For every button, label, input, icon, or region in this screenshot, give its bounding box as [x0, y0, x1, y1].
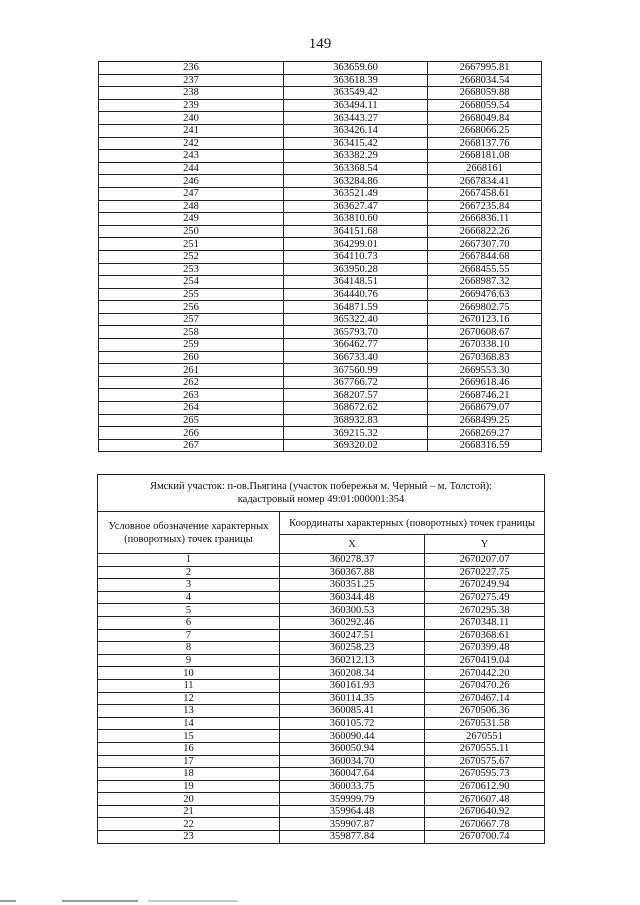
y-coordinate: 2670207.07: [425, 554, 545, 567]
table-row: [99, 326, 542, 339]
point-number: 2: [98, 566, 280, 579]
point-number: 6: [98, 616, 280, 629]
table-row: [99, 376, 542, 389]
scan-mark: [148, 900, 238, 902]
point-number: 264: [99, 402, 284, 415]
table-title-line-1: Ямский участок: п-ов.Пьягина (участок побережья м. Черный – м. Толстой):: [149, 481, 493, 492]
table-row: [98, 667, 545, 680]
y-coordinate: 2668181.08: [428, 150, 542, 163]
point-number: 12: [98, 692, 280, 705]
y-coordinate: 2667844.68: [428, 250, 542, 263]
table-row: [99, 62, 542, 75]
y-coordinate: 2667458.61: [428, 187, 542, 200]
x-coordinate: 360300.53: [280, 604, 425, 617]
scan-mark: [62, 900, 138, 902]
point-number: 244: [99, 162, 284, 175]
point-number: 260: [99, 351, 284, 364]
table-header: [98, 475, 545, 554]
header-x: X: [280, 535, 425, 554]
x-coordinate: 360114.35: [280, 692, 425, 705]
y-coordinate: 2670551: [425, 730, 545, 743]
x-coordinate: 363426.14: [284, 124, 428, 137]
table-row: [99, 288, 542, 301]
header-coordinates: Координаты характерных (поворотных) точек границы: [280, 512, 545, 535]
table-row: [99, 414, 542, 427]
point-number: 16: [98, 742, 280, 755]
x-coordinate: 360085.41: [280, 705, 425, 718]
table-row: [98, 818, 545, 831]
y-coordinate: 2670640.92: [425, 805, 545, 818]
table-row: [98, 679, 545, 692]
table-row: [99, 389, 542, 402]
y-coordinate: 2670467.14: [425, 692, 545, 705]
point-number: 250: [99, 225, 284, 238]
point-number: 252: [99, 250, 284, 263]
y-coordinate: 2668049.84: [428, 112, 542, 125]
y-coordinate: 2668316.59: [428, 439, 542, 452]
point-number: 23: [98, 831, 280, 844]
y-coordinate: 2670555.11: [425, 742, 545, 755]
y-coordinate: 2670368.61: [425, 629, 545, 642]
page-number: 149: [308, 36, 332, 52]
table-row: [98, 755, 545, 768]
x-coordinate: 364151.68: [284, 225, 428, 238]
y-coordinate: 2667834.41: [428, 175, 542, 188]
point-number: 246: [99, 175, 284, 188]
y-coordinate: 2668499.25: [428, 414, 542, 427]
table-row: [98, 742, 545, 755]
table-row: [99, 250, 542, 263]
x-coordinate: 360208.34: [280, 667, 425, 680]
point-number: 242: [99, 137, 284, 150]
x-coordinate: 360367.88: [280, 566, 425, 579]
table-body: [99, 62, 542, 452]
y-coordinate: 2670608.67: [428, 326, 542, 339]
x-coordinate: 366462.77: [284, 339, 428, 352]
table-row: [98, 692, 545, 705]
x-coordinate: 363521.49: [284, 187, 428, 200]
table-row: [99, 301, 542, 314]
table-row: [99, 137, 542, 150]
x-coordinate: 360047.64: [280, 768, 425, 781]
table-row: [98, 730, 545, 743]
table-row: [99, 339, 542, 352]
point-number: 14: [98, 717, 280, 730]
header-y: Y: [425, 535, 545, 554]
table-title: [98, 475, 545, 512]
point-number: 11: [98, 679, 280, 692]
x-coordinate: 363659.60: [284, 62, 428, 75]
x-coordinate: 365793.70: [284, 326, 428, 339]
x-coordinate: 368207.57: [284, 389, 428, 402]
table-row: [98, 642, 545, 655]
x-coordinate: 367766.72: [284, 376, 428, 389]
table-row: [99, 162, 542, 175]
table-row: [98, 616, 545, 629]
point-number: 256: [99, 301, 284, 314]
table-row: [99, 200, 542, 213]
table-row: [99, 225, 542, 238]
y-coordinate: 2668746.21: [428, 389, 542, 402]
table-row: [98, 705, 545, 718]
table-row: [99, 112, 542, 125]
table-row: [99, 439, 542, 452]
y-coordinate: 2668679.07: [428, 402, 542, 415]
point-number: 9: [98, 654, 280, 667]
y-coordinate: 2670470.26: [425, 679, 545, 692]
y-coordinate: 2670700.74: [425, 831, 545, 844]
point-number: 243: [99, 150, 284, 163]
x-coordinate: 363810.60: [284, 213, 428, 226]
x-coordinate: 364110.73: [284, 250, 428, 263]
point-number: 267: [99, 439, 284, 452]
y-coordinate: 2669618.46: [428, 376, 542, 389]
x-coordinate: 365322.40: [284, 313, 428, 326]
x-coordinate: 360034.70: [280, 755, 425, 768]
point-number: 266: [99, 427, 284, 440]
scan-mark: [0, 900, 16, 902]
table-row: [99, 364, 542, 377]
point-number: 22: [98, 818, 280, 831]
table-row: [99, 87, 542, 100]
y-coordinate: 2670667.78: [425, 818, 545, 831]
x-coordinate: 364440.76: [284, 288, 428, 301]
table-row: [98, 717, 545, 730]
x-coordinate: 360212.13: [280, 654, 425, 667]
x-coordinate: 364299.01: [284, 238, 428, 251]
point-number: 5: [98, 604, 280, 617]
coordinates-table-continued: [98, 61, 542, 452]
point-number: 249: [99, 213, 284, 226]
x-coordinate: 368932.83: [284, 414, 428, 427]
x-coordinate: 366733.40: [284, 351, 428, 364]
x-coordinate: 363494.11: [284, 99, 428, 112]
point-number: 15: [98, 730, 280, 743]
point-number: 21: [98, 805, 280, 818]
y-coordinate: 2670612.90: [425, 780, 545, 793]
table-row: [98, 591, 545, 604]
y-coordinate: 2670338.10: [428, 339, 542, 352]
x-coordinate: 363368.54: [284, 162, 428, 175]
point-number: 18: [98, 768, 280, 781]
point-number: 17: [98, 755, 280, 768]
table-row: [99, 276, 542, 289]
x-coordinate: 369215.32: [284, 427, 428, 440]
x-coordinate: 363549.42: [284, 87, 428, 100]
x-coordinate: 363382.29: [284, 150, 428, 163]
table-row: [98, 629, 545, 642]
x-coordinate: 363415.42: [284, 137, 428, 150]
table-row: [99, 313, 542, 326]
point-number: 19: [98, 780, 280, 793]
y-coordinate: 2670607.48: [425, 793, 545, 806]
table-row: [99, 74, 542, 87]
point-number: 3: [98, 579, 280, 592]
y-coordinate: 2668059.54: [428, 99, 542, 112]
y-coordinate: 2669802.75: [428, 301, 542, 314]
x-coordinate: 363627.47: [284, 200, 428, 213]
table-row: [98, 768, 545, 781]
x-coordinate: 360344.48: [280, 591, 425, 604]
y-coordinate: 2670249.94: [425, 579, 545, 592]
y-coordinate: 2666822.26: [428, 225, 542, 238]
point-number: 258: [99, 326, 284, 339]
x-coordinate: 363618.39: [284, 74, 428, 87]
point-number: 238: [99, 87, 284, 100]
y-coordinate: 2670275.49: [425, 591, 545, 604]
point-number: 259: [99, 339, 284, 352]
table-row: [99, 187, 542, 200]
y-coordinate: 2668455.55: [428, 263, 542, 276]
y-coordinate: 2668059.88: [428, 87, 542, 100]
table-row: [98, 780, 545, 793]
y-coordinate: 2670419.04: [425, 654, 545, 667]
table-row: [99, 351, 542, 364]
table-row: [99, 124, 542, 137]
x-coordinate: 360292.46: [280, 616, 425, 629]
y-coordinate: 2670227.75: [425, 566, 545, 579]
x-coordinate: 369320.02: [284, 439, 428, 452]
y-coordinate: 2668161: [428, 162, 542, 175]
point-number: 8: [98, 642, 280, 655]
table-row: [99, 213, 542, 226]
point-number: 4: [98, 591, 280, 604]
table-row: [99, 238, 542, 251]
y-coordinate: 2670442.20: [425, 667, 545, 680]
y-coordinate: 2670575.67: [425, 755, 545, 768]
y-coordinate: 2670348.11: [425, 616, 545, 629]
point-number: 20: [98, 793, 280, 806]
table-body: [98, 554, 545, 844]
table-row: [98, 793, 545, 806]
y-coordinate: 2667235.84: [428, 200, 542, 213]
table-row: [99, 263, 542, 276]
table-row: [99, 402, 542, 415]
y-coordinate: 2667307.70: [428, 238, 542, 251]
table-row: [99, 427, 542, 440]
point-number: 248: [99, 200, 284, 213]
x-coordinate: 360161.93: [280, 679, 425, 692]
x-coordinate: 364148.51: [284, 276, 428, 289]
y-coordinate: 2670595.73: [425, 768, 545, 781]
table-row: [99, 150, 542, 163]
x-coordinate: 363443.27: [284, 112, 428, 125]
y-coordinate: 2668034.54: [428, 74, 542, 87]
point-number: 265: [99, 414, 284, 427]
table-row: [98, 579, 545, 592]
x-coordinate: 360090.44: [280, 730, 425, 743]
point-number: 7: [98, 629, 280, 642]
x-coordinate: 363284.86: [284, 175, 428, 188]
x-coordinate: 359877.84: [280, 831, 425, 844]
y-coordinate: 2670295.38: [425, 604, 545, 617]
point-number: 262: [99, 376, 284, 389]
point-number: 237: [99, 74, 284, 87]
point-number: 239: [99, 99, 284, 112]
point-number: 240: [99, 112, 284, 125]
x-coordinate: 359999.79: [280, 793, 425, 806]
table-row: [99, 99, 542, 112]
x-coordinate: 360278.37: [280, 554, 425, 567]
point-number: 261: [99, 364, 284, 377]
y-coordinate: 2669553.30: [428, 364, 542, 377]
point-number: 10: [98, 667, 280, 680]
y-coordinate: 2667995.81: [428, 62, 542, 75]
point-number: 13: [98, 705, 280, 718]
x-coordinate: 360247.51: [280, 629, 425, 642]
y-coordinate: 2670123.16: [428, 313, 542, 326]
x-coordinate: 360258.23: [280, 642, 425, 655]
x-coordinate: 360105.72: [280, 717, 425, 730]
y-coordinate: 2670531.58: [425, 717, 545, 730]
y-coordinate: 2666836.11: [428, 213, 542, 226]
x-coordinate: 359907.87: [280, 818, 425, 831]
point-number: 247: [99, 187, 284, 200]
point-number: 257: [99, 313, 284, 326]
y-coordinate: 2669476.63: [428, 288, 542, 301]
x-coordinate: 360033.75: [280, 780, 425, 793]
table-row: [98, 566, 545, 579]
table-row: [98, 831, 545, 844]
scan-artifacts: [0, 900, 640, 903]
x-coordinate: 360351.25: [280, 579, 425, 592]
point-number: 253: [99, 263, 284, 276]
table-row: [99, 175, 542, 188]
point-number: 236: [99, 62, 284, 75]
table-row: [98, 654, 545, 667]
y-coordinate: 2668066.25: [428, 124, 542, 137]
point-number: 241: [99, 124, 284, 137]
table-row: [98, 554, 545, 567]
header-point-designation: Условное обозначение характерных (поворотных) точек границы: [98, 512, 280, 554]
point-number: 254: [99, 276, 284, 289]
table-row: [98, 805, 545, 818]
point-number: 255: [99, 288, 284, 301]
x-coordinate: 360050.94: [280, 742, 425, 755]
x-coordinate: 364871.59: [284, 301, 428, 314]
x-coordinate: 359964.48: [280, 805, 425, 818]
y-coordinate: 2668987.32: [428, 276, 542, 289]
y-coordinate: 2670399.48: [425, 642, 545, 655]
y-coordinate: 2668137.76: [428, 137, 542, 150]
point-number: 251: [99, 238, 284, 251]
y-coordinate: 2670368.83: [428, 351, 542, 364]
table-title-line-2: кадастровый номер 49:01:000001:354: [237, 494, 405, 505]
point-number: 1: [98, 554, 280, 567]
x-coordinate: 367560.99: [284, 364, 428, 377]
y-coordinate: 2668269.27: [428, 427, 542, 440]
table-row: [98, 604, 545, 617]
x-coordinate: 363950.28: [284, 263, 428, 276]
point-number: 263: [99, 389, 284, 402]
y-coordinate: 2670506.36: [425, 705, 545, 718]
coordinates-table-yamsky: [97, 474, 545, 844]
x-coordinate: 368672.62: [284, 402, 428, 415]
